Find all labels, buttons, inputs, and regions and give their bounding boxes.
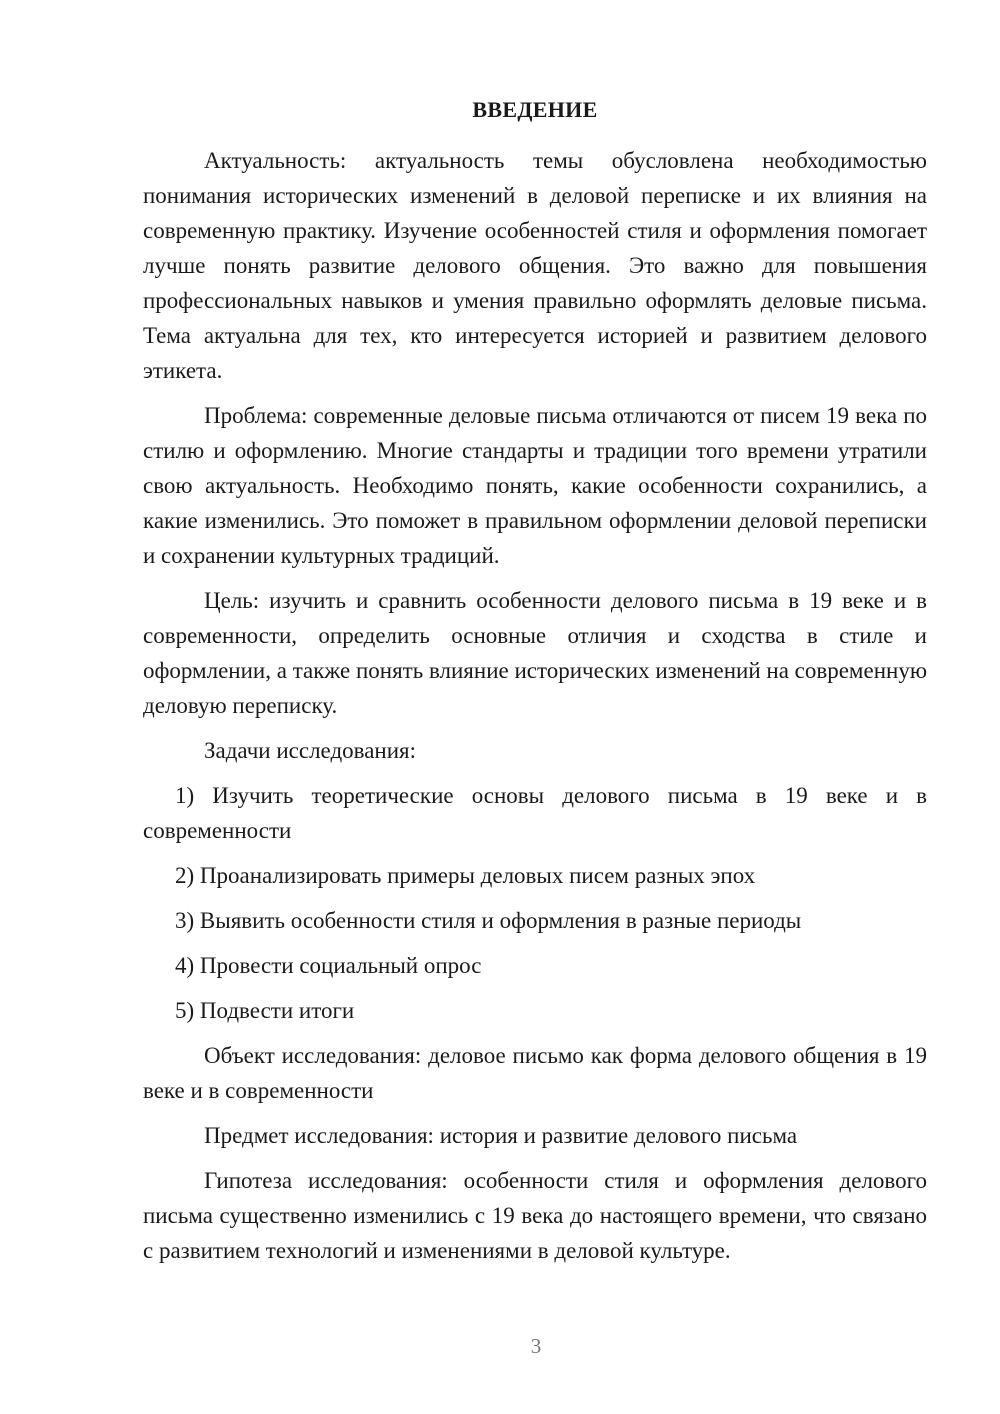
page-number: 3: [530, 1334, 542, 1358]
subject-paragraph: Предмет исследования: история и развитие делового письма: [204, 1123, 798, 1148]
task-item-4: 4) Провести социальный опрос: [175, 953, 482, 978]
task-item-1: 1) Изучить теоретические основы делового письма в 19 веке и в современности: [143, 783, 927, 843]
relevance-paragraph: Актуальность: актуальность темы обусловлена необходимостью понимания исторических изменений в деловой переписке и их влияния на современную практику. Изучение особенностей стиля и оформления помогает лучше понять развитие делового общения. Это важно для повышения профессиональных навыков и умения правильно оформлять деловые письма. Тема актуальна для тех, кто интересуется историей и развитием делового этикета.: [143, 148, 927, 383]
page-title: ВВЕДЕНИЕ: [472, 97, 598, 122]
goal-paragraph: Цель: изучить и сравнить особенности делового письма в 19 веке и в современности, определить основные отличия и сходства в стиле и оформлении, а также понять влияние исторических изменений на современную деловую переписку.: [143, 588, 927, 718]
task-item-3: 3) Выявить особенности стиля и оформления в разные периоды: [175, 908, 802, 933]
hypothesis-paragraph: Гипотеза исследования: особенности стиля и оформления делового письма существенно изменились с 19 века до настоящего времени, что связано с развитием технологий и изменениями в деловой культуре.: [143, 1168, 927, 1263]
task-item-2: 2) Проанализировать примеры деловых писем разных эпох: [175, 863, 756, 888]
tasks-heading: Задачи исследования:: [204, 738, 417, 763]
problem-paragraph: Проблема: современные деловые письма отличаются от писем 19 века по стилю и оформлению. Многие стандарты и традиции того времени утратили свою актуальность. Необходимо понять, какие особенности сохранились, а какие изменились. Это поможет в правильном оформлении деловой переписки и сохранении культурных традиций.: [143, 403, 927, 568]
task-item-5: 5) Подвести итоги: [175, 998, 355, 1023]
page-content: [143, 95, 927, 1278]
object-paragraph: Объект исследования: деловое письмо как форма делового общения в 19 веке и в современности: [143, 1043, 927, 1103]
